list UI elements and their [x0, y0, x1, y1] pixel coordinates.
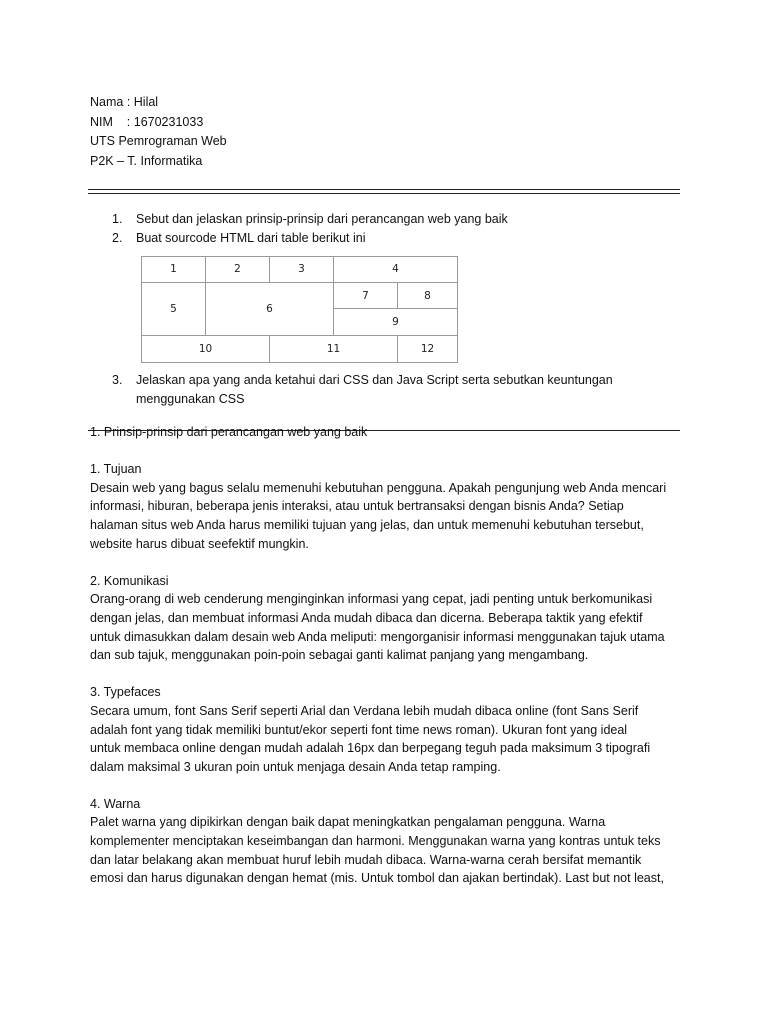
question-text: Sebut dan jelaskan prinsip-prinsip dari perancangan web yang baik: [136, 212, 508, 226]
section-title: 4. Warna: [90, 796, 141, 811]
section-title: 1. Tujuan: [90, 462, 142, 477]
table-cell: 7: [334, 283, 398, 309]
question-number: 1.: [112, 212, 123, 226]
paragraph-line: komplementer menciptakan keseimbangan dan harmoni. Menggunakan warna yang kontras untuk teks: [90, 834, 661, 849]
example-table: [141, 256, 458, 363]
paragraph-line: untuk dimasukkan dalam desain web Anda meliputi: mengorganisir informasi menggunakan tajuk utama: [90, 629, 665, 644]
paragraph-line: Orang-orang di web cenderung menginginkan informasi yang cepat, jadi penting untuk berkomunikasi: [90, 592, 653, 607]
paragraph-line: dan latar belakang akan membuat huruf lebih mudah dibaca. Warna-warna cerah bersifat memantik: [90, 852, 642, 867]
table-cell: 9: [334, 309, 458, 335]
paragraph-line: dalam maksimal 3 ukuran poin untuk menjaga desain Anda tetap ramping.: [90, 759, 501, 774]
table-cell: 2: [206, 257, 270, 283]
paragraph-line: untuk membaca online dengan mudah adalah 16px dan berpegang teguh pada maksimum 3 tipografi: [90, 741, 651, 756]
paragraph-line: Palet warna yang dipikirkan dengan baik dapat meningkatkan pengalaman pengguna. Warna: [90, 815, 606, 830]
question-number: 3.: [112, 373, 123, 387]
table-cell: 10: [142, 335, 270, 362]
question-text: Jelaskan apa yang anda ketahui dari CSS dan Java Script serta sebutkan keuntungan menggunakan CSS: [136, 373, 613, 406]
program-name: P2K – T. Informatika: [90, 153, 203, 168]
paragraph-line: adalah font yang tidak memiliki buntut/ekor seperti font time news roman). Ukuran font yang ideal: [90, 722, 628, 737]
paragraph-line: emosi dan harus digunakan dengan hemat (mis. Untuk tombol dan ajakan bertindak). Last but not least,: [90, 871, 664, 886]
paragraph-line: informasi, hiburan, beberapa jenis interaksi, atau untuk bertransaksi dengan bisnis Anda? Setiap: [90, 499, 624, 514]
paragraph-line: Secara umum, font Sans Serif seperti Arial dan Verdana lebih mudah dibaca online (font Sans Serif: [90, 703, 639, 718]
table-cell: 4: [334, 257, 458, 283]
table-cell: 1: [142, 257, 206, 283]
paragraph-line: dengan jelas, dan membuat informasi Anda mudah dibaca dan dicerna. Beberapa taktik yang efektif: [90, 610, 643, 625]
double-rule-top: [88, 189, 680, 190]
table-cell: 11: [270, 335, 398, 362]
table-cell: 8: [398, 283, 458, 309]
course-name: UTS Pemrograman Web: [90, 134, 227, 148]
question-1: [112, 210, 672, 229]
paragraph-line: website harus dibuat seefektif mungkin.: [90, 536, 309, 551]
table-cell: 6: [206, 283, 334, 335]
answer-heading: 1. Prinsip-prinsip dari perancangan web yang baik: [90, 425, 368, 439]
question-3: [112, 371, 672, 408]
student-info: [90, 93, 227, 171]
paragraph-line: dan sub tajuk, menggunakan poin-poin sebagai ganti kalimat panjang yang mengambang.: [90, 648, 589, 663]
section-title: 2. Komunikasi: [90, 573, 169, 588]
section-title: 3. Typefaces: [90, 685, 161, 700]
paragraph-line: halaman situs web Anda harus memiliki tujuan yang jelas, dan untuk memenuhi kebutuhan tersebut,: [90, 517, 644, 532]
question-2: [112, 229, 672, 248]
question-number: 2.: [112, 231, 123, 245]
paragraph-line: Desain web yang bagus selalu memenuhi kebutuhan pengguna. Apakah pengunjung web Anda mencari: [90, 480, 667, 495]
table-cell: 12: [398, 335, 458, 362]
student-nim: NIM : 1670231033: [90, 114, 204, 129]
table-cell: 5: [142, 283, 206, 335]
table-cell: 3: [270, 257, 334, 283]
answer-body: [90, 423, 690, 888]
question-text: Buat sourcode HTML dari table berikut ini: [136, 231, 366, 245]
double-rule-bottom: [88, 193, 680, 194]
student-name: Nama : Hilal: [90, 95, 159, 109]
